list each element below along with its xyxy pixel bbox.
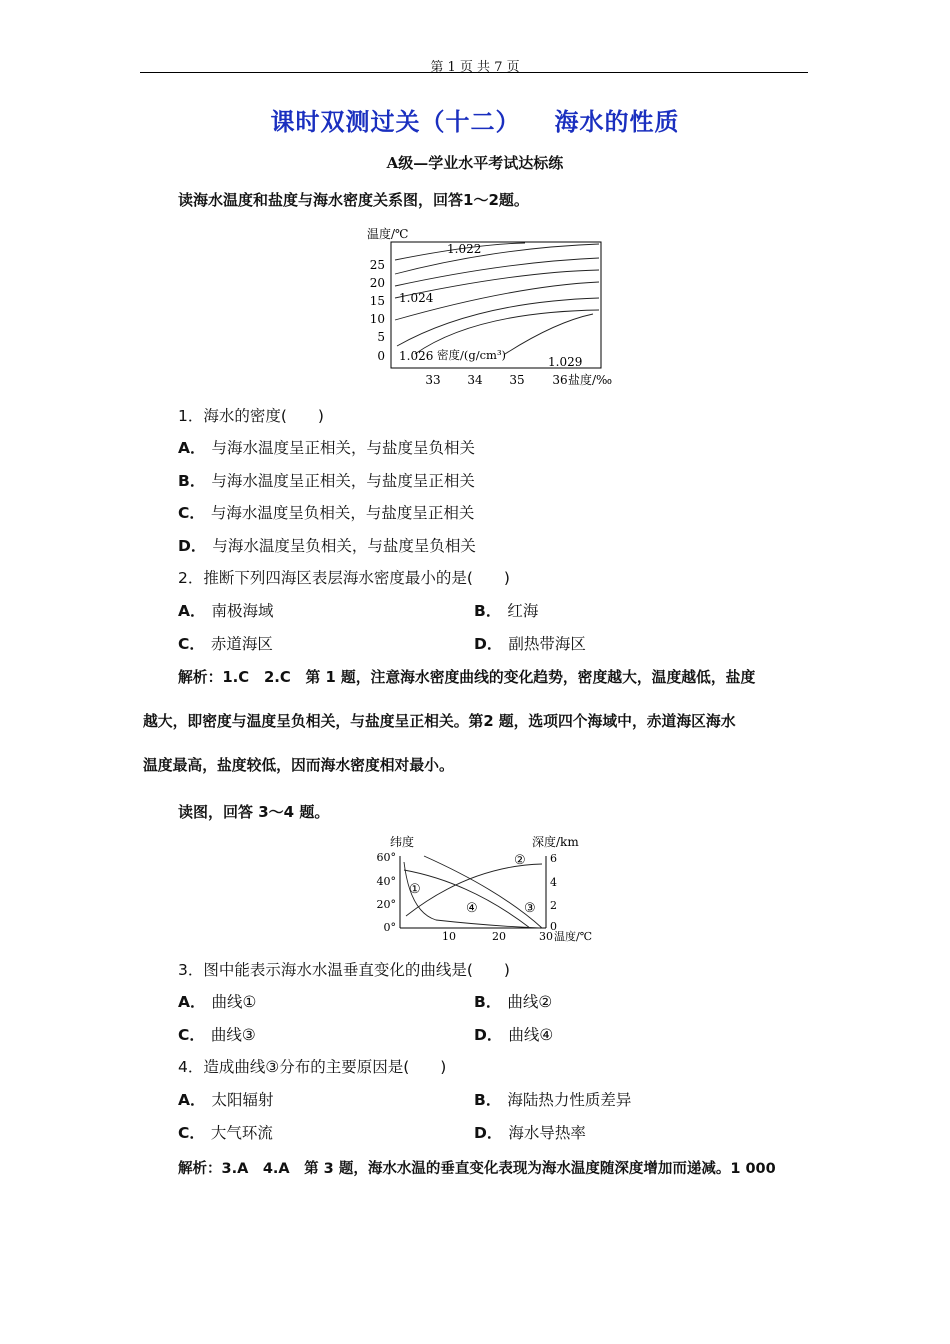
option-letter: A．	[178, 439, 206, 457]
fig1-ytick: 5	[377, 330, 385, 344]
fig1-label-1022: 1.022	[447, 242, 482, 256]
option-letter: C．	[178, 1124, 205, 1142]
option-text: 赤道海区	[210, 635, 273, 653]
fig1-xtick: 36	[552, 373, 568, 387]
option-letter: B．	[474, 602, 502, 620]
q2-option-c	[178, 632, 273, 654]
q3-option-b	[474, 990, 552, 1012]
option-text: 太阳辐射	[211, 1091, 274, 1109]
q2-stem: 2．推断下列四海区表层海水密度最小的是( )	[178, 569, 510, 587]
fig1-ylabel: 温度/℃	[367, 227, 409, 241]
q4-option-b	[474, 1088, 631, 1110]
fig1-label-1024: 1.024	[399, 291, 434, 305]
fig1-ytick: 25	[369, 258, 385, 272]
fig1-xlabel: 盐度/‰	[568, 373, 613, 387]
fig2-curve-4	[404, 870, 530, 928]
fig1-xtick: 33	[425, 373, 441, 387]
q1-stem: 1．海水的密度( )	[178, 407, 324, 425]
option-text: 海陆热力性质差异	[507, 1091, 632, 1109]
fig1-xtick: 35	[509, 373, 525, 387]
fig2-left-label: 纬度	[390, 835, 415, 849]
fig1-label-1029: 1.029	[548, 355, 583, 369]
explanation-1-line3: 温度最高，盐度较低，因而海水密度相对最小。	[143, 757, 454, 774]
fig1-ytick: 20	[369, 276, 385, 290]
fig1-label-1026: 1.026	[399, 349, 434, 363]
figure-density-chart	[355, 222, 625, 392]
fig2-xtick: 20	[492, 930, 506, 943]
q4-stem: 4．造成曲线③分布的主要原因是( )	[178, 1058, 447, 1076]
option-text: 红海	[507, 602, 539, 620]
q2-option-b	[474, 599, 538, 621]
option-text: 副热带海区	[508, 635, 586, 653]
fig1-ytick: 10	[369, 312, 385, 326]
q3-option-c	[178, 1023, 256, 1045]
q3-option-a	[178, 990, 256, 1012]
fig2-curve-label: ①	[409, 882, 421, 897]
fig1-inner-label: 密度/(g/cm³)	[437, 348, 507, 362]
q2-option-d	[474, 632, 586, 654]
fig2-right-label: 深度/km	[532, 835, 579, 849]
fig1-isoline	[505, 314, 593, 354]
option-letter: B．	[178, 472, 206, 490]
option-letter: A．	[178, 993, 206, 1011]
option-letter: C．	[178, 504, 205, 522]
q4-option-d	[474, 1121, 586, 1143]
option-letter: B．	[474, 993, 502, 1011]
q3-option-d	[474, 1023, 553, 1045]
explanation-2-line1: 解析：3.A 4.A 第 3 题，海水水温的垂直变化表现为海水温度随深度增加而递减。1 000	[178, 1161, 776, 1177]
figure-temperature-chart	[360, 832, 620, 946]
page-header: 第 1 页 共 7 页	[430, 60, 520, 75]
fig1-ytick: 15	[369, 294, 385, 308]
q1-option-a	[178, 436, 475, 458]
option-letter: D．	[474, 635, 503, 653]
fig2-curve-label: ④	[466, 901, 478, 916]
option-text: 曲线④	[508, 1026, 554, 1044]
fig2-xlabel: 温度/℃	[554, 930, 593, 943]
header-divider	[140, 72, 808, 73]
fig2-left-tick: 60°	[376, 851, 396, 864]
q1-option-d	[178, 534, 476, 556]
option-text: 曲线①	[211, 993, 257, 1011]
q1-option-c	[178, 501, 474, 523]
fig1-isoline	[395, 258, 599, 286]
fig2-right-tick: 0	[550, 920, 557, 933]
q4-option-c	[178, 1121, 273, 1143]
intro-q1-2: 读海水温度和盐度与海水密度关系图，回答1～2题。	[178, 191, 529, 209]
explanation-1-line1: 解析：1.C 2.C 第 1 题，注意海水密度曲线的变化趋势，密度越大，温度越低，盐度	[178, 669, 756, 686]
q3-stem: 3．图中能表示海水水温垂直变化的曲线是( )	[178, 961, 510, 979]
fig2-curve-1	[404, 862, 540, 928]
option-letter: C．	[178, 635, 205, 653]
option-letter: B．	[474, 1091, 502, 1109]
fig2-left-tick: 40°	[376, 875, 396, 888]
fig2-right-tick: 6	[550, 852, 557, 865]
option-text: 南极海域	[211, 602, 274, 620]
fig2-curve-label: ②	[514, 853, 526, 868]
fig1-ytick: 0	[377, 349, 385, 363]
fig2-left-tick: 0°	[383, 921, 396, 934]
option-letter: D．	[178, 537, 207, 555]
option-text: 与海水温度呈负相关，与盐度呈负相关	[212, 537, 476, 555]
q4-option-a	[178, 1088, 274, 1110]
option-text: 海水导热率	[508, 1124, 586, 1142]
fig2-xtick: 10	[442, 930, 456, 943]
option-letter: C．	[178, 1026, 205, 1044]
option-text: 与海水温度呈正相关，与盐度呈负相关	[211, 439, 476, 457]
option-text: 曲线②	[507, 993, 553, 1011]
fig2-xtick: 30	[539, 930, 553, 943]
fig2-left-tick: 20°	[376, 898, 396, 911]
title-part2: 海水的性质	[554, 108, 680, 136]
fig1-xtick: 34	[467, 373, 483, 387]
option-letter: D．	[474, 1124, 503, 1142]
option-text: 大气环流	[210, 1124, 273, 1142]
option-letter: D．	[474, 1026, 503, 1044]
option-letter: A．	[178, 602, 206, 620]
fig1-isoline	[397, 298, 599, 346]
option-text: 曲线③	[210, 1026, 256, 1044]
section-level: A级—学业水平考试达标练	[386, 154, 564, 172]
fig2-right-tick: 2	[550, 899, 557, 912]
title-part1: 课时双测过关（十二）	[270, 108, 521, 136]
q1-option-b	[178, 469, 475, 491]
option-text: 与海水温度呈正相关，与盐度呈正相关	[211, 472, 475, 490]
option-letter: A．	[178, 1091, 206, 1109]
fig2-right-tick: 4	[550, 876, 557, 889]
q2-option-a	[178, 599, 274, 621]
fig1-isoline	[395, 244, 599, 274]
page-title	[0, 102, 950, 137]
option-text: 与海水温度呈负相关，与盐度呈正相关	[210, 504, 475, 522]
fig2-curve-label: ③	[524, 901, 536, 916]
explanation-1-line2: 越大，即密度与温度呈负相关，与盐度呈正相关。第2 题，选项四个海域中，赤道海区海水	[143, 713, 736, 730]
intro-q3-4: 读图，回答 3～4 题。	[178, 803, 330, 821]
